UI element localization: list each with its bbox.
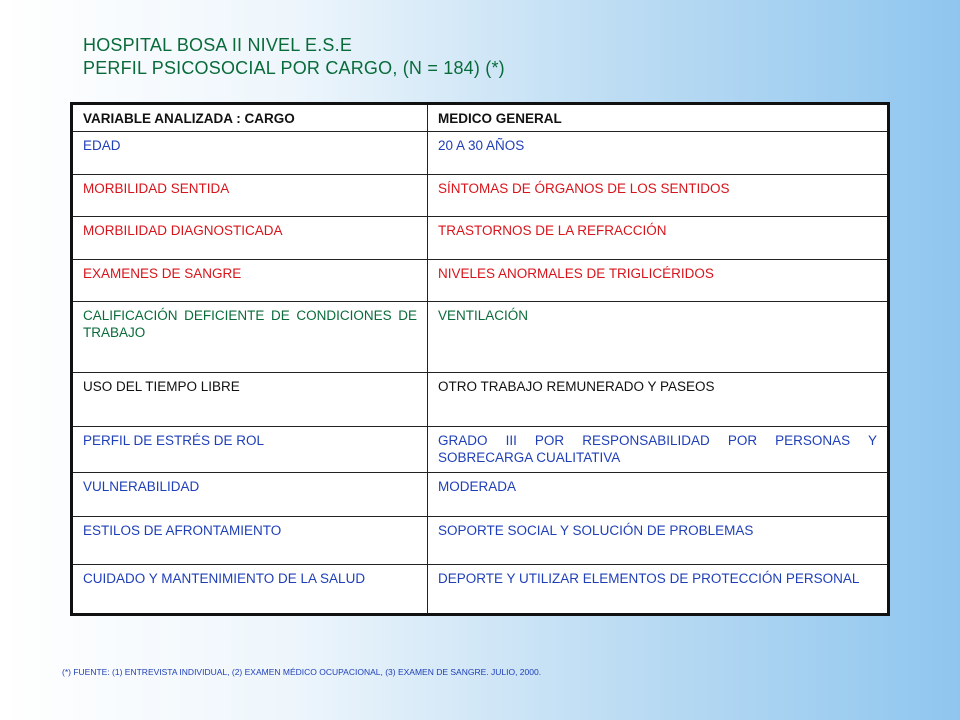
header-variable: VARIABLE ANALIZADA : CARGO [72,104,428,132]
table-row [72,565,889,615]
row-value: OTRO TRABAJO REMUNERADO Y PASEOS [428,373,889,427]
table-row [72,260,889,302]
row-variable: ESTILOS DE AFRONTAMIENTO [72,517,428,565]
title-line-1: HOSPITAL BOSA II NIVEL E.S.E [83,35,353,55]
slide-title [83,34,505,80]
row-value: SOPORTE SOCIAL Y SOLUCIÓN DE PROBLEMAS [428,517,889,565]
row-value: NIVELES ANORMALES DE TRIGLICÉRIDOS [428,260,889,302]
table-row [72,427,889,473]
header-cargo: MEDICO GENERAL [428,104,889,132]
row-value: SÍNTOMAS DE ÓRGANOS DE LOS SENTIDOS [428,175,889,217]
row-value: MODERADA [428,473,889,517]
row-value: VENTILACIÓN [428,302,889,373]
row-variable: VULNERABILIDAD [72,473,428,517]
table-row [72,175,889,217]
table-row [72,373,889,427]
table-row [72,217,889,260]
source-footnote: (*) FUENTE: (1) ENTREVISTA INDIVIDUAL, (2) EXAMEN MÉDICO OCUPACIONAL, (3) EXAMEN DE SANGRE. JULIO, 2000. [62,667,542,677]
row-value: 20 A 30 AÑOS [428,132,889,175]
row-value: TRASTORNOS DE LA REFRACCIÓN [428,217,889,260]
title-line-2: PERFIL PSICOSOCIAL POR CARGO, (N = 184) (*) [83,58,505,78]
row-variable: EDAD [72,132,428,175]
row-value: DEPORTE Y UTILIZAR ELEMENTOS DE PROTECCIÓN PERSONAL [428,565,889,615]
table-row [72,302,889,373]
row-variable: MORBILIDAD SENTIDA [72,175,428,217]
row-variable: EXAMENES DE SANGRE [72,260,428,302]
row-variable: CUIDADO Y MANTENIMIENTO DE LA SALUD [72,565,428,615]
table-row [72,132,889,175]
row-variable: CALIFICACIÓN DEFICIENTE DE CONDICIONES DE TRABAJO [72,302,428,373]
profile-table [70,102,890,616]
table-row [72,517,889,565]
row-variable: MORBILIDAD DIAGNOSTICADA [72,217,428,260]
row-variable: USO DEL TIEMPO LIBRE [72,373,428,427]
row-value: GRADO III POR RESPONSABILIDAD POR PERSONAS Y SOBRECARGA CUALITATIVA [428,427,889,473]
row-variable: PERFIL DE ESTRÉS DE ROL [72,427,428,473]
table-row [72,473,889,517]
table-header-row [72,104,889,132]
